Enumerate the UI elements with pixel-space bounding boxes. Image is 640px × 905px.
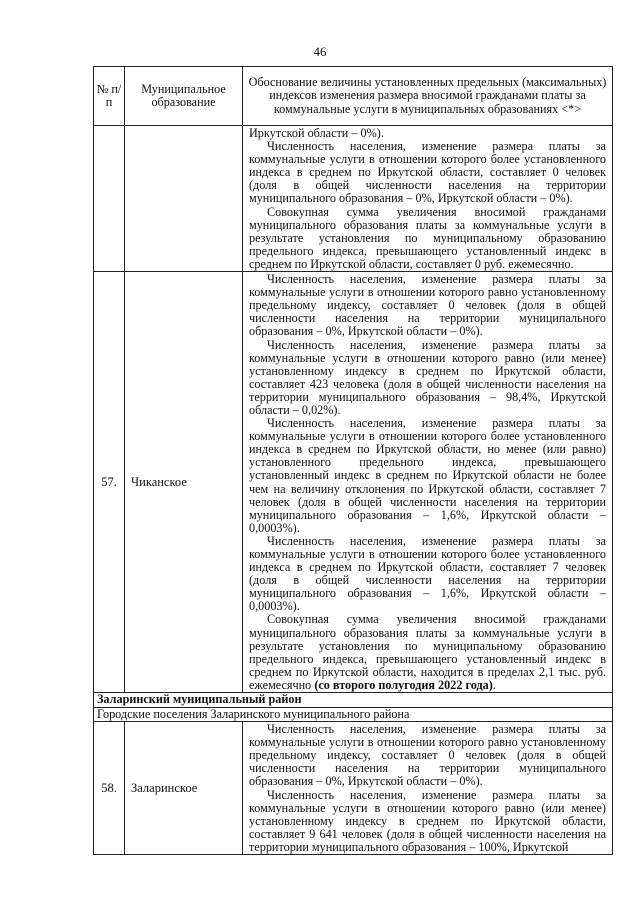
region-heading: Заларинский муниципальный район [94, 693, 613, 708]
subregion-row [94, 707, 613, 722]
header-justification: Обоснование величины установленных предельных (максимальных) индексов изменения размера вносимой гражданами платы за коммунальные услуги в муниципальных образованиях <*> [243, 67, 613, 126]
paragraph: Иркутской области – 0%). [249, 126, 384, 140]
paragraph: Численность населения, изменение размера платы за коммунальные услуги в отношении которого более установленного индекса в среднем по Иркутской области, составляет 7 человек (доля в общей численности населения на территории муниципального образования – 1,6%, Иркутской области – 0,0003%). [249, 533, 606, 614]
row-number: 57. [94, 272, 125, 693]
paragraph: Численность населения, изменение размера платы за коммунальные услуги в отношении которого равно (или менее) установленному индексу в среднем по Иркутской области, составляет 9 641 человек (доля в общей численности населения на территории муниципального образования – 100%, Иркутской [249, 787, 606, 854]
row-text-cell [243, 272, 613, 693]
municipality-name: Заларинское [125, 722, 243, 855]
paragraph: Численность населения, изменение размера платы за коммунальные услуги в отношении которого более установленного индекса в среднем по Иркутской области, составляет 0 человек (доля в общей численности населения на территории муниципального образования – 0%, Иркутской области – 0%). [249, 139, 606, 206]
period-note: (со второго полугодия 2022 года) [314, 677, 493, 692]
header-number: № п/п [94, 67, 125, 126]
paragraph [249, 613, 606, 692]
row-number-cell [94, 126, 125, 272]
region-row [94, 693, 613, 708]
row-number: 58. [94, 722, 125, 855]
page-number: 46 [313, 44, 327, 59]
paragraph-end: . [492, 677, 496, 692]
row-text-cell [243, 126, 613, 272]
table-row-continuation [94, 126, 613, 272]
paragraph: Численность населения, изменение размера платы за коммунальные услуги в отношении которого равно (или менее) установленному индексу в среднем по Иркутской области, составляет 423 человека (доля в общей численности населения на территории муниципального образования – 98,4%, Иркутской области – 0,02%). [249, 337, 606, 417]
paragraph: Численность населения, изменение размера платы за коммунальные услуги в отношении которого равно установленному предельному индексу, составляет 0 человек (доля в общей численности населения на территории муниципального образования – 0%, Иркутской области – 0%). [249, 272, 606, 339]
tariff-index-table [93, 66, 613, 855]
table-row-58 [94, 722, 613, 855]
header-municipality: Муниципальное образование [125, 67, 243, 126]
paragraph: Совокупная сумма увеличения вносимой гражданами муниципального образования платы за коммунальные услуги в результате установления по муниципальному образованию предельного индекса, превышающего установленный индекс в среднем по Иркутской области, составляет 0 руб. ежемесячно. [249, 204, 606, 271]
row-name-cell [125, 126, 243, 272]
row-text-cell [243, 722, 613, 855]
subregion-heading: Городские поселения Заларинского муниципального района [94, 707, 613, 722]
table-row-57 [94, 272, 613, 693]
municipality-name: Чиканское [125, 272, 243, 693]
paragraph-text: Совокупная сумма увеличения вносимой гражданами муниципального образования платы за коммунальные услуги в результате установления по муниципальному образованию предельного индекса, превышающего установленный индекс в среднем по Иркутской области, находится в пределах 2,1 тыс. руб. ежемесячно [249, 612, 606, 692]
paragraph: Численность населения, изменение размера платы за коммунальные услуги в отношении которого равно установленному предельному индексу, составляет 0 человек (доля в общей численности населения на территории муниципального образования – 0%, Иркутской области – 0%). [249, 722, 606, 789]
table-header-row [94, 67, 613, 126]
paragraph: Численность населения, изменение размера платы за коммунальные услуги в отношении которого более установленного индекса в среднем по Иркутской области, но менее (или равно) установленного предельного индекса, превышающего установленный индекс в среднем по Иркутской области не более чем на величину отклонения по Иркутской области, составляет 7 человек (доля в общей численности населения на территории муниципального образования – 1,6%, Иркутской области – 0,0003%). [249, 416, 606, 535]
